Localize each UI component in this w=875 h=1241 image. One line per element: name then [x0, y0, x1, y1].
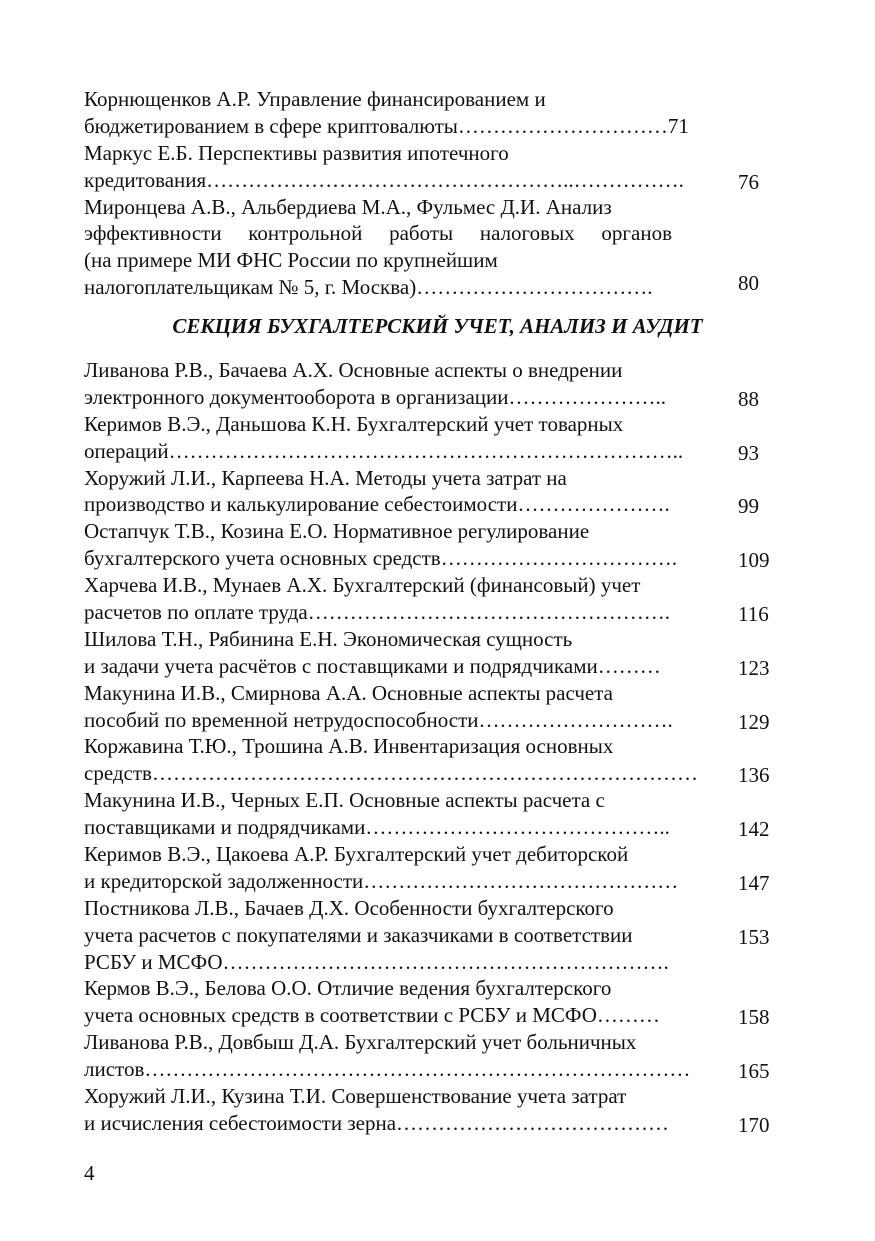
- toc-entry-line: учета расчетов с покупателями и заказчиками в соответствии: [84, 922, 633, 947]
- toc-entry-line: Постникова Л.В., Бачаев Д.Х. Особенности бухгалтерского: [84, 895, 614, 920]
- toc-entry-line: и задачи учета расчётов с поставщиками и подрядчиками………: [84, 653, 661, 678]
- toc-entry-line: пособий по временной нетрудоспособности……………………….: [84, 707, 673, 732]
- toc-page-number: 99: [738, 494, 759, 519]
- toc-entry: [84, 86, 784, 140]
- toc-section: [84, 357, 784, 1137]
- toc-entry: [84, 465, 784, 519]
- toc-entry: [84, 194, 784, 302]
- toc-page-number: 76: [738, 169, 759, 194]
- toc-entry-line: кредитования……………………………………………..…………….: [84, 167, 684, 192]
- toc-entry-line: операций………………………………………………………………..: [84, 438, 684, 463]
- toc-page-number: 153: [738, 924, 770, 949]
- section-heading: СЕКЦИЯ БУХГАЛТЕРСКИЙ УЧЕТ, АНАЛИЗ И АУДИТ: [172, 314, 703, 338]
- toc-entry: [84, 1029, 784, 1083]
- toc-page-number: 116: [738, 602, 769, 627]
- toc-page-number: 136: [738, 763, 770, 788]
- toc-entry: [84, 626, 784, 680]
- toc-entry-line: (на примере МИ ФНС России по крупнейшим: [84, 248, 498, 273]
- toc-entry-line: Ливанова Р.В., Бачаева А.Х. Основные аспекты о внедрении: [84, 358, 623, 382]
- toc-entry-line: РСБУ и МСФО……………………………………………………….: [84, 949, 669, 974]
- page-folio: 4: [84, 1161, 95, 1185]
- toc-entry: [84, 1083, 784, 1137]
- toc-entry-line: Миронцева А.В., Альбердиева М.А., Фульмес Д.И. Анализ: [84, 194, 612, 219]
- toc-entry: [84, 733, 784, 787]
- toc-entry-line: расчетов по оплате труда…………………………………………….: [84, 600, 670, 625]
- toc-entry-line: эффективности контрольной работы налоговых органов: [84, 221, 672, 246]
- toc-entry-line: Керимов В.Э., Цакоева А.Р. Бухгалтерский учет дебиторской: [84, 842, 629, 867]
- toc-top: [84, 86, 784, 301]
- toc-entry-line: Хоружий Л.И., Карпеева Н.А. Методы учета затрат на: [84, 465, 567, 490]
- toc-page-number: 129: [738, 709, 770, 734]
- toc-entry: [84, 357, 784, 411]
- toc-entry-line: Макунина И.В., Черных Е.П. Основные аспекты расчета с: [84, 788, 605, 813]
- toc-entry-line: электронного документооборота в организации…………………..: [84, 384, 666, 409]
- toc-entry: [84, 518, 784, 572]
- toc-entry-line: листов……………………………………………………………………: [84, 1057, 691, 1082]
- toc-page-number: 170: [738, 1112, 770, 1137]
- toc-entry-line: Ливанова Р.В., Довбыш Д.А. Бухгалтерский учет больничных: [84, 1030, 637, 1055]
- toc-entry-line: Керимов В.Э., Даньшова К.Н. Бухгалтерский учет товарных: [84, 411, 624, 436]
- toc-entry: [84, 680, 784, 734]
- toc-entry-line: Маркус Е.Б. Перспективы развития ипотечного: [84, 140, 509, 165]
- toc-entry-line: производство и калькулирование себестоимости………………….: [84, 492, 670, 517]
- toc-page-number: 123: [738, 655, 770, 680]
- toc-entry-line: и кредиторской задолженности………………………………………: [84, 868, 679, 893]
- toc-page-number: 88: [738, 386, 759, 411]
- toc-entry: [84, 975, 784, 1029]
- toc-entry-line: Макунина И.В., Смирнова А.А. Основные аспекты расчета: [84, 680, 613, 705]
- toc-entry-line: Остапчук Т.В., Козина Е.О. Нормативное регулирование: [84, 519, 590, 544]
- toc-entry: [84, 411, 784, 465]
- toc-entry-line: Корнющенков А.Р. Управление финансированием и: [84, 87, 546, 111]
- toc-page-number: 93: [738, 440, 759, 465]
- toc-entry: [84, 572, 784, 626]
- toc-entry-line: Коржавина Т.Ю., Трошина А.В. Инвентаризация основных: [84, 734, 614, 759]
- toc-entry-line: средств……………………………………………………………………: [84, 761, 698, 786]
- toc-entry-line: Кермов В.Э., Белова О.О. Отличие ведения бухгалтерского: [84, 976, 612, 1001]
- toc-entry-line: учета основных средств в соответствии с РСБУ и МСФО………: [84, 1003, 660, 1028]
- toc-entry-line: и исчисления себестоимости зерна…………………………………: [84, 1110, 670, 1135]
- toc-entry-line: Харчева И.В., Мунаев А.Х. Бухгалтерский (финансовый) учет: [84, 573, 641, 598]
- toc-page-number: 109: [738, 548, 770, 573]
- toc-page-number: 80: [738, 270, 759, 295]
- toc-entry-line: Шилова Т.Н., Рябинина Е.Н. Экономическая сущность: [84, 626, 573, 651]
- toc-entry: [84, 841, 784, 895]
- toc-page-number: 147: [738, 870, 770, 895]
- toc-page-number: 165: [738, 1059, 770, 1084]
- toc-entry-line: поставщиками и подрядчиками……………………………………..: [84, 815, 670, 840]
- toc-entry: [84, 895, 784, 976]
- toc-entry: [84, 140, 784, 194]
- toc-entry-line: бюджетированием в сфере криптовалюты…………………………71: [84, 113, 689, 138]
- toc-entry-line: бухгалтерского учета основных средств…………………………….: [84, 546, 677, 571]
- toc-page-number: 142: [738, 817, 770, 842]
- toc-entry-line: налогоплательщикам № 5, г. Москва)…………………………….: [84, 275, 653, 300]
- toc-entry-line: Хоружий Л.И., Кузина Т.И. Совершенствование учета затрат: [84, 1084, 627, 1109]
- toc-entry: [84, 787, 784, 841]
- toc-page-number: 158: [738, 1005, 770, 1030]
